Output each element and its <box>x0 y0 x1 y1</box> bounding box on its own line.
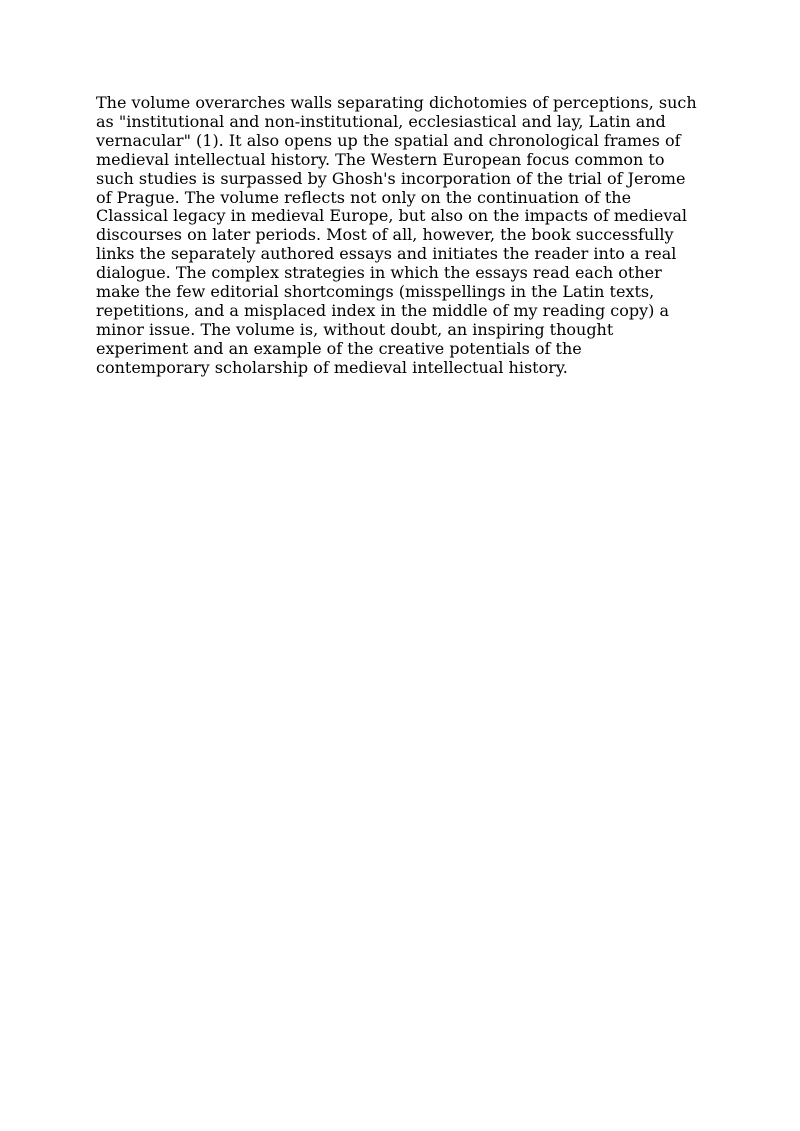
paragraph-line: such studies is surpassed by Ghosh's incorporation of the trial of Jerome <box>96 168 686 188</box>
paragraph-line: experiment and an example of the creative potentials of the <box>96 338 582 358</box>
paragraph-line: discourses on later periods. Most of all, however, the book successfully <box>96 225 674 245</box>
paragraph-line: medieval intellectual history. The Western European focus common to <box>96 149 665 169</box>
paragraph-line: repetitions, and a misplaced index in the middle of my reading copy) a <box>96 300 670 320</box>
paragraph-line: minor issue. The volume is, without doubt, an inspiring thought <box>96 319 614 339</box>
paragraph-line: dialogue. The complex strategies in which the essays read each other <box>96 263 662 283</box>
paragraph-line: of Prague. The volume reflects not only on the continuation of the <box>96 187 632 207</box>
paragraph-line: Classical legacy in medieval Europe, but also on the impacts of medieval <box>96 206 688 226</box>
paragraph-line: make the few editorial shortcomings (misspellings in the Latin texts, <box>96 282 655 302</box>
paragraph-line: links the separately authored essays and initiates the reader into a real <box>96 244 677 264</box>
paragraph-line: as "institutional and non-institutional, ecclesiastical and lay, Latin and <box>96 111 666 131</box>
paragraph-line: The volume overarches walls separating dichotomies of perceptions, such <box>96 93 697 112</box>
body-paragraph <box>96 94 716 378</box>
paragraph-line: vernacular" (1). It also opens up the spatial and chronological frames of <box>96 130 681 150</box>
paragraph-line: contemporary scholarship of medieval intellectual history. <box>96 357 568 377</box>
